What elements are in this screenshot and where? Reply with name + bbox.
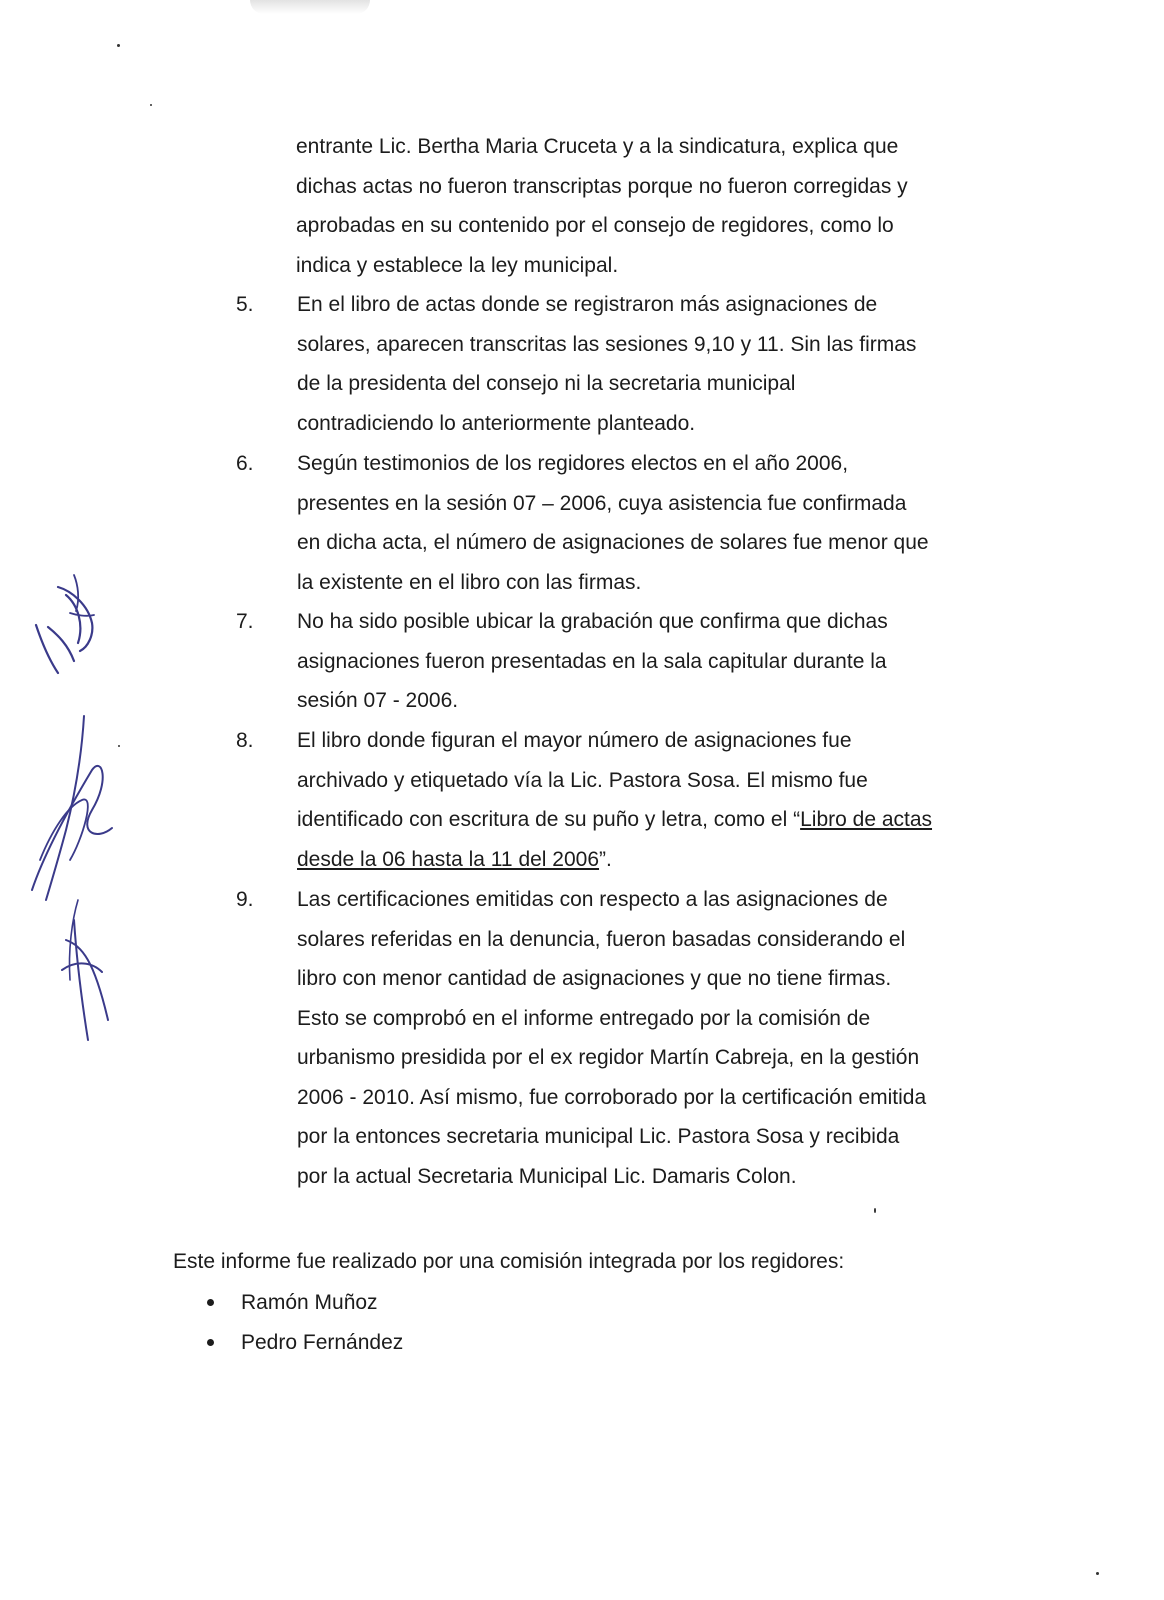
list-item xyxy=(205,1283,403,1323)
scan-speck xyxy=(874,1208,876,1213)
text-line: entrante Lic. Bertha Maria Cruceta y a la sindicatura, explica que xyxy=(296,135,899,158)
text-line: de la presidenta del consejo ni la secretaria municipal xyxy=(297,372,796,395)
handwritten-signature xyxy=(22,710,132,1050)
item-number: 7. xyxy=(236,610,254,633)
scan-shadow xyxy=(250,0,370,14)
text-line: asignaciones fueron presentadas en la sala capitular durante la xyxy=(297,649,887,673)
text-line: 2006 - 2010. Así mismo, fue corroborado por la certificación emitida xyxy=(297,1085,927,1109)
text-line: por la actual Secretaria Municipal Lic. Damaris Colon. xyxy=(297,1164,797,1188)
list-item-9 xyxy=(236,880,1006,1196)
text-line: solares referidas en la denuncia, fueron basadas considerando el xyxy=(297,927,906,951)
text-line: contradiciendo lo anteriormente planteado. xyxy=(297,411,696,435)
text-line: solares, aparecen transcritas las sesiones 9,10 y 11. Sin las firmas xyxy=(297,332,917,356)
text-line: presentes en la sesión 07 – 2006, cuya asistencia fue confirmada xyxy=(297,491,907,515)
text-line: urbanismo presidida por el ex regidor Martín Cabreja, en la gestión xyxy=(297,1046,920,1069)
item-number: 8. xyxy=(236,729,254,752)
text-line: Según testimonios de los regidores electos en el año 2006, xyxy=(297,452,849,475)
scan-speck xyxy=(118,745,120,747)
text-line: El libro donde figuran el mayor número de asignaciones fue xyxy=(297,729,852,752)
text-line: Las certificaciones emitidas con respecto a las asignaciones de xyxy=(297,888,888,911)
closing-statement: Este informe fue realizado por una comisión integrada por los regidores: xyxy=(173,1250,845,1273)
text-line xyxy=(297,840,1006,880)
text-line: archivado y etiquetado vía la Lic. Pastora Sosa. El mismo fue xyxy=(297,768,868,792)
member-name: Pedro Fernández xyxy=(241,1330,404,1354)
text-line: libro con menor cantidad de asignaciones y que no tiene firmas. xyxy=(297,967,892,990)
text-line: indica y establece la ley municipal. xyxy=(296,253,619,277)
list-item-5 xyxy=(236,285,1006,443)
bullet-icon xyxy=(207,1339,214,1346)
text-line: aprobadas en su contenido por el consejo de regidores, como lo xyxy=(296,214,894,237)
scan-speck xyxy=(150,104,152,106)
member-name: Ramón Muñoz xyxy=(241,1291,378,1314)
item-number: 5. xyxy=(236,293,254,316)
text-line: No ha sido posible ubicar la grabación que confirma que dichas xyxy=(297,610,888,633)
text-line: en dicha acta, el número de asignaciones de solares fue menor que xyxy=(297,531,929,554)
book-title-underlined: desde la 06 hasta la 11 del 2006 xyxy=(297,847,600,871)
text-line: En el libro de actas donde se registraron más asignaciones de xyxy=(297,293,878,316)
scan-speck xyxy=(117,44,120,47)
text-segment: ”. xyxy=(599,847,612,871)
item-number: 6. xyxy=(236,452,254,475)
book-title-underlined: Libro de actas xyxy=(800,808,933,831)
text-line: por la entonces secretaria municipal Lic. Pastora Sosa y recibida xyxy=(297,1125,900,1148)
text-line: Esto se comprobó en el informe entregado por la comisión de xyxy=(297,1006,871,1030)
text-line: la existente en el libro con las firmas. xyxy=(297,570,642,594)
intro-paragraph xyxy=(296,127,996,285)
scan-speck xyxy=(1096,1572,1099,1575)
list-item xyxy=(205,1323,403,1363)
text-line: sesión 07 - 2006. xyxy=(297,689,459,712)
handwritten-initials-signature xyxy=(28,565,108,685)
list-item-6 xyxy=(236,444,1006,602)
members-list xyxy=(205,1283,403,1362)
text-line xyxy=(297,800,1006,840)
list-item-8 xyxy=(236,721,1006,879)
text-line: dichas actas no fueron transcriptas porque no fueron corregidas y xyxy=(296,174,908,198)
item-number: 9. xyxy=(236,888,254,911)
bullet-icon xyxy=(207,1299,214,1306)
text-segment: identificado con escritura de su puño y letra, como el “ xyxy=(297,808,801,831)
list-item-7 xyxy=(236,602,1006,721)
